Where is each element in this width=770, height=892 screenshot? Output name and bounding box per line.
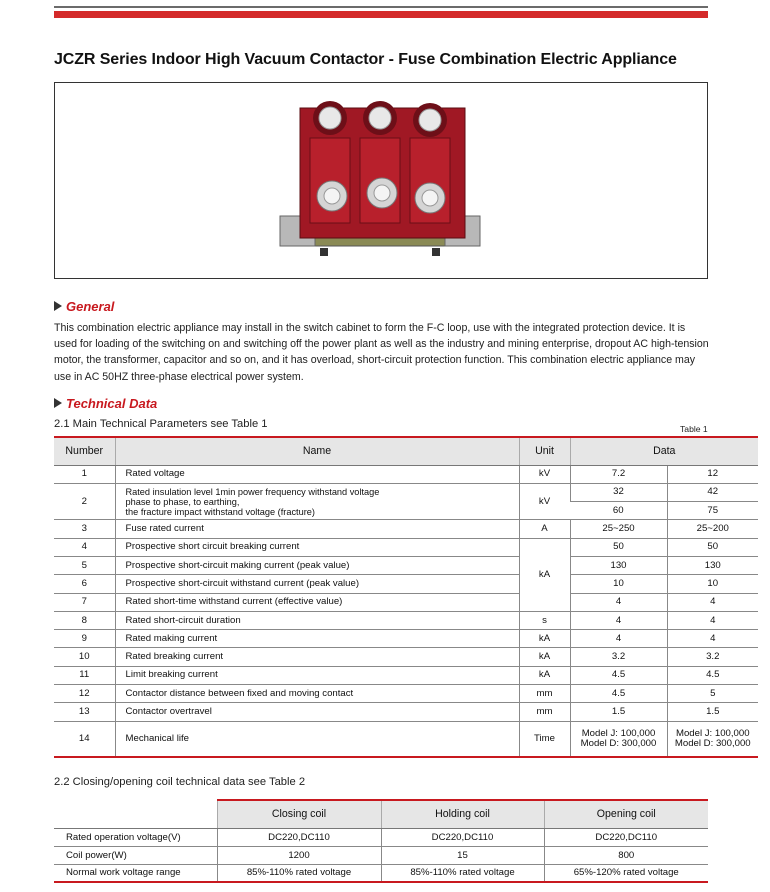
cell-data-a: 4 xyxy=(570,593,667,611)
contactor-fuse-photo xyxy=(260,98,500,263)
table2-caption: 2.2 Closing/opening coil technical data see Table 2 xyxy=(54,776,306,788)
technical-heading-text: Technical Data xyxy=(66,396,158,411)
table-row xyxy=(54,703,758,721)
cell-data-b: 42 xyxy=(667,483,758,501)
general-heading-text: General xyxy=(66,299,115,314)
table1-caption: 2.1 Main Technical Parameters see Table 1 xyxy=(54,418,268,430)
cell-data-b: 5 xyxy=(667,685,758,703)
header-blank xyxy=(54,800,217,828)
table-row xyxy=(54,666,758,684)
cell-number: 9 xyxy=(54,630,115,648)
table-row xyxy=(54,538,758,556)
cell-data-b: 1.5 xyxy=(667,703,758,721)
table-row xyxy=(54,685,758,703)
top-bar-gray-line xyxy=(54,6,708,8)
cell-data-a: 7.2 xyxy=(570,465,667,483)
top-bar-red-band xyxy=(54,11,708,18)
general-line: use in AC 50HZ three-phase electrical power system. xyxy=(54,370,304,383)
triangle-bullet-icon xyxy=(54,301,62,311)
data-line: Model J: 100,000 xyxy=(581,727,656,739)
cell-number: 5 xyxy=(54,556,115,574)
cell-value: DC220,DC110 xyxy=(217,828,381,846)
cell-data-b: 4.5 xyxy=(667,666,758,684)
cell-name: Rated voltage xyxy=(115,465,519,483)
cell-value: 15 xyxy=(381,846,544,864)
cell-data-a: 4.5 xyxy=(570,666,667,684)
cell-value: 85%-110% rated voltage xyxy=(381,864,544,882)
cell-name: Rated making current xyxy=(115,630,519,648)
cell-unit: kA xyxy=(519,666,570,684)
cell-data-b: 130 xyxy=(667,556,758,574)
cell-unit: kA xyxy=(519,630,570,648)
general-paragraph xyxy=(54,320,710,385)
table-row xyxy=(54,593,758,611)
data-line: Model D: 300,000 xyxy=(674,737,751,749)
table-header-row xyxy=(54,800,708,828)
cell-data-a: 25~250 xyxy=(570,520,667,538)
cell-value: DC220,DC110 xyxy=(544,828,708,846)
row-label: Normal work voltage range xyxy=(54,864,217,882)
general-line: used for loading of the switching on and switching off the power plant as well as the industry and mining enterprise, dropout AC high-tension xyxy=(54,338,709,351)
table1-label: Table 1 xyxy=(680,424,708,434)
cell-number: 8 xyxy=(54,611,115,629)
cell-data-a: 1.5 xyxy=(570,703,667,721)
data-line: Model J: 100,000 xyxy=(675,727,750,739)
cell-data-b: 4 xyxy=(667,593,758,611)
table-row xyxy=(54,864,708,882)
cell-name: Mechanical life xyxy=(115,721,519,757)
cell-data-b: 25~200 xyxy=(667,520,758,538)
table-row xyxy=(54,828,708,846)
cell-value: DC220,DC110 xyxy=(381,828,544,846)
cell-data-b xyxy=(667,721,758,757)
cell-data-a xyxy=(570,721,667,757)
cell-data-a: 4 xyxy=(570,611,667,629)
table-row xyxy=(54,465,758,483)
header-data: Data xyxy=(570,437,758,465)
cell-name: Prospective short circuit breaking current xyxy=(115,538,519,556)
table-header-row xyxy=(54,437,758,465)
data-line: Model D: 300,000 xyxy=(580,737,657,749)
table-row xyxy=(54,630,758,648)
general-section-heading xyxy=(54,299,114,314)
cell-number: 4 xyxy=(54,538,115,556)
triangle-bullet-icon xyxy=(54,398,62,408)
name-line: the fracture impact withstand voltage (fracture) xyxy=(125,506,315,517)
table-row xyxy=(54,648,758,666)
technical-section-heading xyxy=(54,396,157,411)
cell-data-b: 3.2 xyxy=(667,648,758,666)
cell-name: Prospective short-circuit making current (peak value) xyxy=(115,556,519,574)
cell-unit-merged: kA xyxy=(519,538,570,611)
header-unit: Unit xyxy=(519,437,570,465)
main-parameters-table xyxy=(54,436,758,758)
cell-data-a: 3.2 xyxy=(570,648,667,666)
cell-data-a: 130 xyxy=(570,556,667,574)
name-line: Rated insulation level 1min power frequency withstand voltage xyxy=(125,486,380,497)
cell-name: Rated short-time withstand current (effective value) xyxy=(115,593,519,611)
general-line: This combination electric appliance may install in the switch cabinet to form the F-C loop, use with the integrated protection device. It is xyxy=(54,322,686,334)
cell-data-a: 60 xyxy=(570,502,667,520)
product-photo-frame xyxy=(54,82,708,279)
cell-number: 3 xyxy=(54,520,115,538)
cell-number: 7 xyxy=(54,593,115,611)
cell-value: 800 xyxy=(544,846,708,864)
cell-number: 10 xyxy=(54,648,115,666)
cell-unit: kV xyxy=(519,465,570,483)
cell-data-a: 50 xyxy=(570,538,667,556)
row-label: Coil power(W) xyxy=(54,846,217,864)
cell-value: 65%-120% rated voltage xyxy=(544,864,708,882)
cell-name: Fuse rated current xyxy=(115,520,519,538)
table-row xyxy=(54,483,758,501)
top-decorative-bar xyxy=(54,6,708,19)
cell-data-a: 10 xyxy=(570,575,667,593)
cell-number: 14 xyxy=(54,721,115,757)
page-title: JCZR Series Indoor High Vacuum Contactor - Fuse Combination Electric Appliance xyxy=(54,51,677,68)
cell-data-b: 10 xyxy=(667,575,758,593)
cell-name: Limit breaking current xyxy=(115,666,519,684)
cell-data-b: 12 xyxy=(667,465,758,483)
table-row xyxy=(54,846,708,864)
cell-value: 1200 xyxy=(217,846,381,864)
cell-name xyxy=(115,483,519,520)
cell-data-a: 32 xyxy=(570,483,667,501)
cell-unit: s xyxy=(519,611,570,629)
header-holding-coil: Holding coil xyxy=(381,800,544,828)
table-row xyxy=(54,721,758,757)
header-opening-coil: Opening coil xyxy=(544,800,708,828)
cell-data-b: 4 xyxy=(667,611,758,629)
cell-data-a: 4 xyxy=(570,630,667,648)
cell-number: 12 xyxy=(54,685,115,703)
cell-number: 13 xyxy=(54,703,115,721)
table-row xyxy=(54,575,758,593)
cell-name: Rated breaking current xyxy=(115,648,519,666)
cell-unit: kV xyxy=(519,483,570,520)
name-line: phase to phase, to earthing, xyxy=(125,496,240,507)
cell-data-a: 4.5 xyxy=(570,685,667,703)
cell-unit: mm xyxy=(519,685,570,703)
table-row xyxy=(54,520,758,538)
table-row xyxy=(54,556,758,574)
cell-name: Prospective short-circuit withstand current (peak value) xyxy=(115,575,519,593)
cell-data-b: 75 xyxy=(667,502,758,520)
cell-number: 6 xyxy=(54,575,115,593)
cell-name: Contactor distance between fixed and moving contact xyxy=(115,685,519,703)
header-closing-coil: Closing coil xyxy=(217,800,381,828)
cell-unit: mm xyxy=(519,703,570,721)
row-label: Rated operation voltage(V) xyxy=(54,828,217,846)
cell-unit: Time xyxy=(519,721,570,757)
cell-number: 2 xyxy=(54,483,115,520)
coil-data-table xyxy=(54,799,708,883)
header-number: Number xyxy=(54,437,115,465)
cell-unit: A xyxy=(519,520,570,538)
cell-name: Contactor overtravel xyxy=(115,703,519,721)
header-name: Name xyxy=(115,437,519,465)
cell-data-b: 50 xyxy=(667,538,758,556)
table-row xyxy=(54,611,758,629)
general-line: motor, the transformer, capacitor and so on, and it has overload, short-circuit protection function. This combination electric appliance may xyxy=(54,354,696,367)
cell-unit: kA xyxy=(519,648,570,666)
cell-number: 11 xyxy=(54,666,115,684)
cell-value: 85%-110% rated voltage xyxy=(217,864,381,882)
cell-name: Rated short-circuit duration xyxy=(115,611,519,629)
cell-data-b: 4 xyxy=(667,630,758,648)
cell-number: 1 xyxy=(54,465,115,483)
